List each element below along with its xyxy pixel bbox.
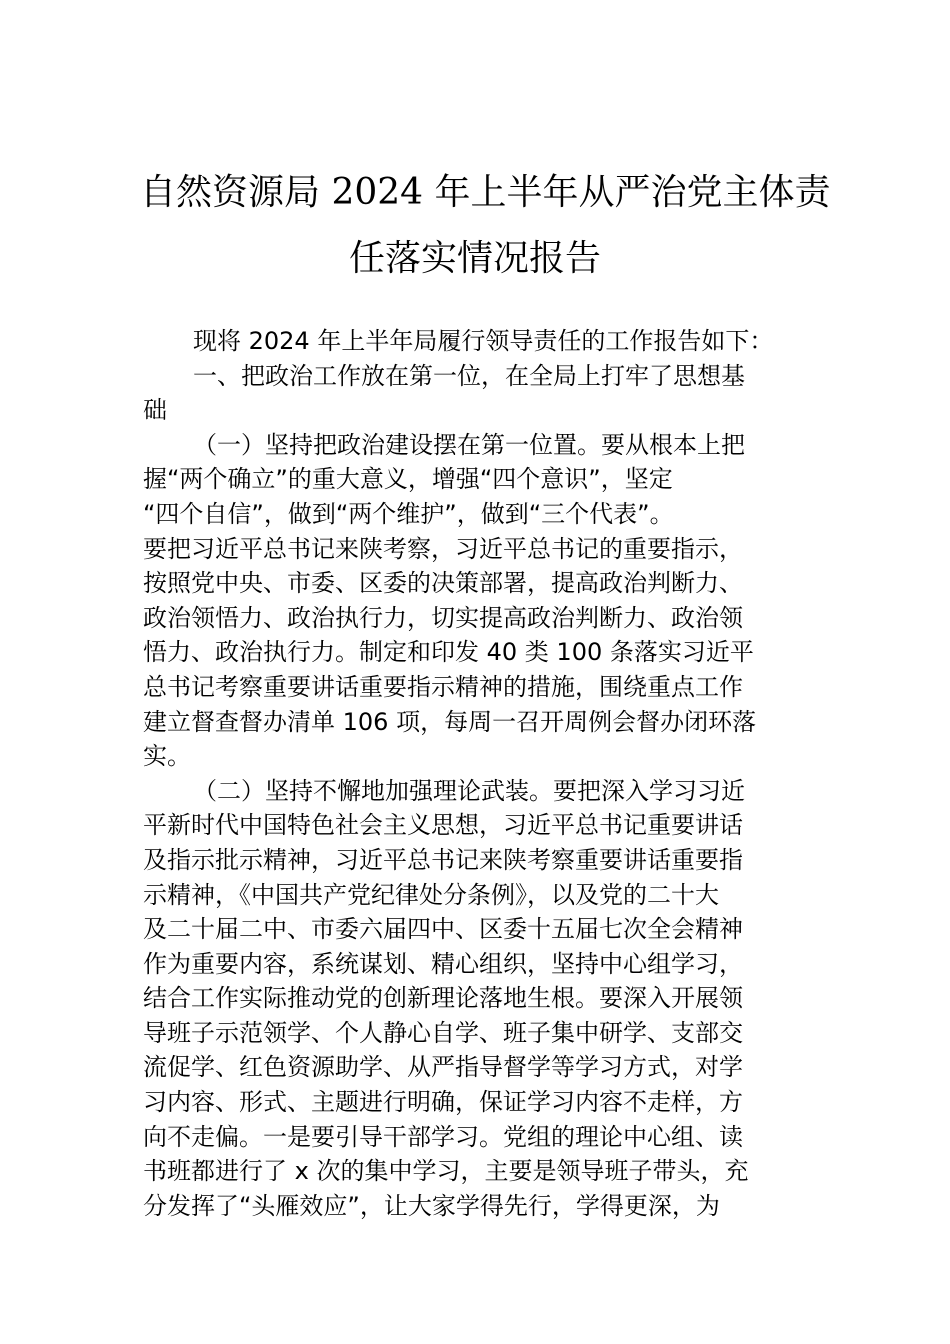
document-title (140, 160, 831, 292)
body-line: 作为重要内容，系统谋划、精心组织，坚持中心组学习， (143, 949, 743, 978)
body-line: 流促学、红色资源助学、从严指导督学等学习方式，对学 (143, 1053, 743, 1082)
title-line-1: 自然资源局 2024 年上半年从严治党主体责 (140, 172, 831, 213)
body-line: 结合工作实际推动党的创新理论落地生根。要深入开展领 (143, 984, 743, 1013)
body-line: 现将 2024 年上半年局履行领导责任的工作报告如下： (193, 327, 774, 355)
body-line: 示精神，《中国共产党纪律处分条例》，以及党的二十大 (143, 880, 719, 909)
body-line: 书班都进行了 x 次的集中学习，主要是领导班子带头，充 (143, 1157, 749, 1186)
title-line-2: 任落实情况报告 (348, 238, 601, 279)
body-line: 及二十届二中、市委六届四中、区委十五届七次全会精神 (143, 915, 743, 944)
body-line: 础 (143, 396, 167, 425)
body-line: “四个自信”，做到“两个维护”，做到“三个代表”。 (143, 499, 674, 528)
body-line: 分发挥了“头雁效应”，让大家学得先行，学得更深，为 (143, 1191, 720, 1220)
body-line: 总书记考察重要讲话重要指示精神的措施，围绕重点工作 (143, 672, 743, 701)
body-line: 及指示批示精神，习近平总书记来陕考察重要讲话重要指 (143, 845, 743, 874)
body-line: 实。 (143, 742, 191, 771)
body-line: 政治领悟力、政治执行力，切实提高政治判断力、政治领 (143, 603, 743, 632)
body-line: 习内容、形式、主题进行明确，保证学习内容不走样，方 (143, 1088, 743, 1117)
body-line: （二）坚持不懈地加强理论武装。要把深入学习习近 (193, 776, 745, 805)
body-line: 悟力、政治执行力。制定和印发 40 类 100 条落实习近平 (143, 638, 754, 667)
body-line: （一）坚持把政治建设摆在第一位置。要从根本上把 (193, 430, 745, 459)
body-line: 平新时代中国特色社会主义思想，习近平总书记重要讲话 (143, 811, 743, 840)
body-line: 导班子示范领学、个人静心自学、班子集中研学、支部交 (143, 1018, 743, 1047)
body-line: 按照党中央、市委、区委的决策部署，提高政治判断力、 (143, 569, 743, 598)
body-line: 向不走偏。一是要引导干部学习。党组的理论中心组、读 (143, 1122, 743, 1151)
document-body (143, 324, 813, 1223)
body-line: 建立督查督办清单 106 项，每周一召开周例会督办闭环落 (143, 707, 757, 736)
body-line: 一、把政治工作放在第一位，在全局上打牢了思想基 (193, 361, 745, 390)
body-line: 握“两个确立”的重大意义，增强“四个意识”，坚定 (143, 465, 673, 494)
body-line: 要把习近平总书记来陕考察，习近平总书记的重要指示， (143, 534, 743, 563)
